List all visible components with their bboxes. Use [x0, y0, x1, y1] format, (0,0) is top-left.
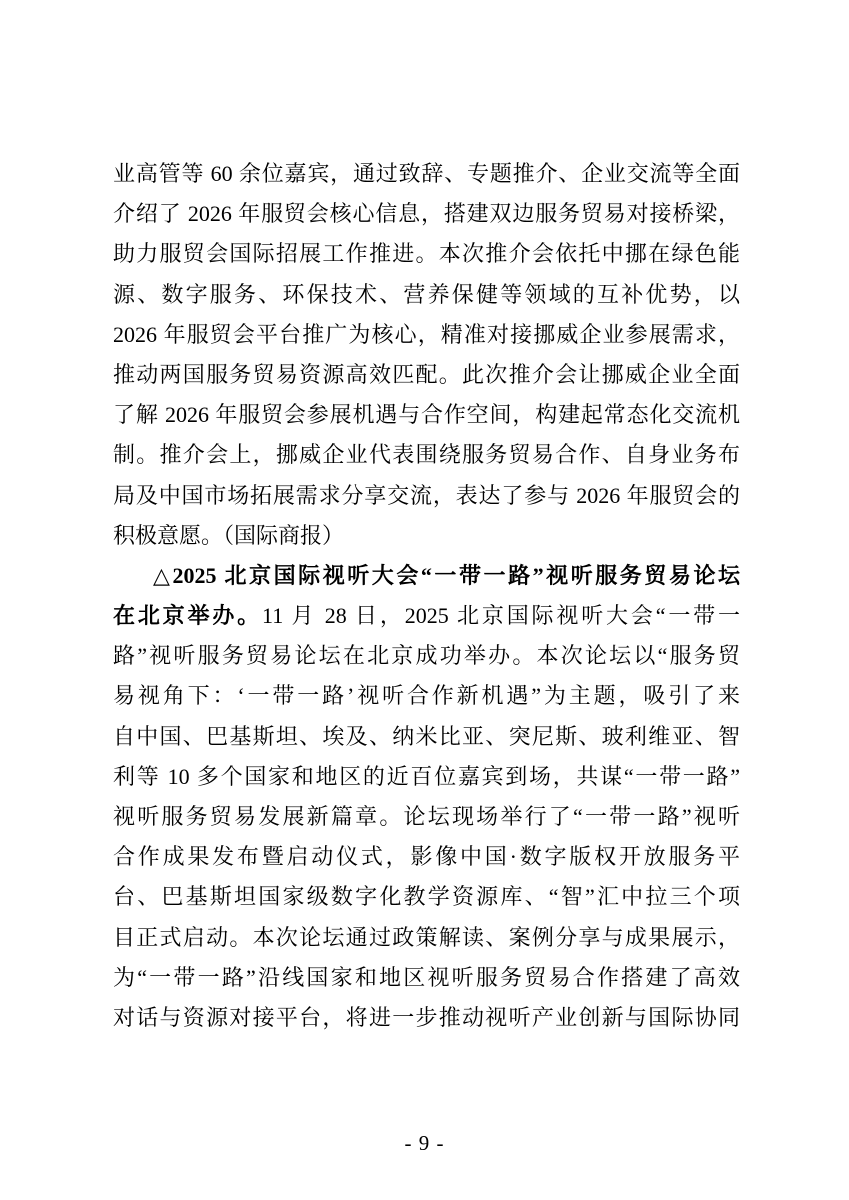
text-line: [113, 234, 740, 274]
text-line: [113, 958, 740, 998]
page-footer: [0, 1128, 849, 1158]
text-segment: 业高管等 60 余位嘉宾，通过致辞、专题推介、企业交流等全面: [113, 161, 740, 186]
text-line: [113, 918, 740, 958]
text-segment: 制。推介会上，挪威企业代表围绕服务贸易合作、自身业务布: [113, 442, 740, 468]
text-segment: 合作成果发布暨启动仪式，影像中国·数字版权开放服务平: [113, 844, 740, 870]
text-line: [113, 676, 740, 716]
text-segment: 目正式启动。本次论坛通过政策解读、案例分享与成果展示，: [113, 924, 740, 950]
text-segment: 2026 年服贸会平台推广为核心，精准对接挪威企业参展需求，: [113, 321, 740, 347]
text-line: [113, 556, 740, 596]
text-line: [113, 315, 740, 355]
document-body: [113, 154, 740, 1038]
text-line: [113, 435, 740, 475]
page-number: - 9 -: [404, 1131, 445, 1155]
bold-text-segment: 在北京举办。: [113, 603, 263, 629]
text-segment: 局及中国市场拓展需求分享交流，表达了参与 2026 年服贸会的: [113, 482, 740, 508]
text-segment: 对话与资源对接平台，将进一步推动视听产业创新与国际协同: [113, 1004, 740, 1030]
text-line: [113, 636, 740, 676]
text-segment: 源、数字服务、环保技术、营养保健等领域的互补优势，以: [113, 281, 740, 307]
text-line: [113, 998, 740, 1038]
text-segment: 易视角下：‘一带一路’视听合作新机遇”为主题，吸引了来: [113, 683, 740, 709]
bold-text-segment: △2025 北京国际视听大会“一带一路”视听服务贸易论坛: [153, 562, 740, 588]
text-line: [113, 194, 740, 234]
text-segment: 介绍了 2026 年服贸会核心信息，搭建双边服务贸易对接桥梁，: [113, 201, 740, 227]
text-segment: 11 月 28 日，2025 北京国际视听大会“一带一: [262, 603, 740, 629]
text-line: [113, 596, 740, 636]
text-segment: 视听服务贸易发展新篇章。论坛现场举行了“一带一路”视听: [113, 804, 740, 829]
text-line: [113, 717, 740, 757]
text-line: [113, 395, 740, 435]
text-segment: 推动两国服务贸易资源高效匹配。此次推介会让挪威企业全面: [113, 361, 740, 387]
text-segment: 了解 2026 年服贸会参展机遇与合作空间，构建起常态化交流机: [113, 402, 740, 428]
text-segment: 自中国、巴基斯坦、埃及、纳米比亚、突尼斯、玻利维亚、智: [113, 723, 740, 749]
text-line: [113, 877, 740, 917]
text-line: [113, 516, 740, 556]
text-segment: 助力服贸会国际招展工作推进。本次推介会依托中挪在绿色能: [113, 241, 740, 267]
text-segment: 为“一带一路”沿线国家和地区视听服务贸易合作搭建了高效: [113, 964, 740, 990]
text-line: [113, 837, 740, 877]
text-line: [113, 476, 740, 516]
text-line: [113, 797, 740, 837]
text-segment: 台、巴基斯坦国家级数字化教学资源库、“智”汇中拉三个项: [113, 884, 740, 910]
text-line: [113, 355, 740, 395]
text-segment: 利等 10 多个国家和地区的近百位嘉宾到场，共谋“一带一路”: [113, 763, 740, 789]
text-line: [113, 757, 740, 797]
text-line: [113, 275, 740, 315]
text-line: [113, 154, 740, 194]
text-segment: 路”视听服务贸易论坛在北京成功举办。本次论坛以“服务贸: [113, 643, 740, 669]
text-segment: 积极意愿。（国际商报）: [113, 522, 345, 548]
